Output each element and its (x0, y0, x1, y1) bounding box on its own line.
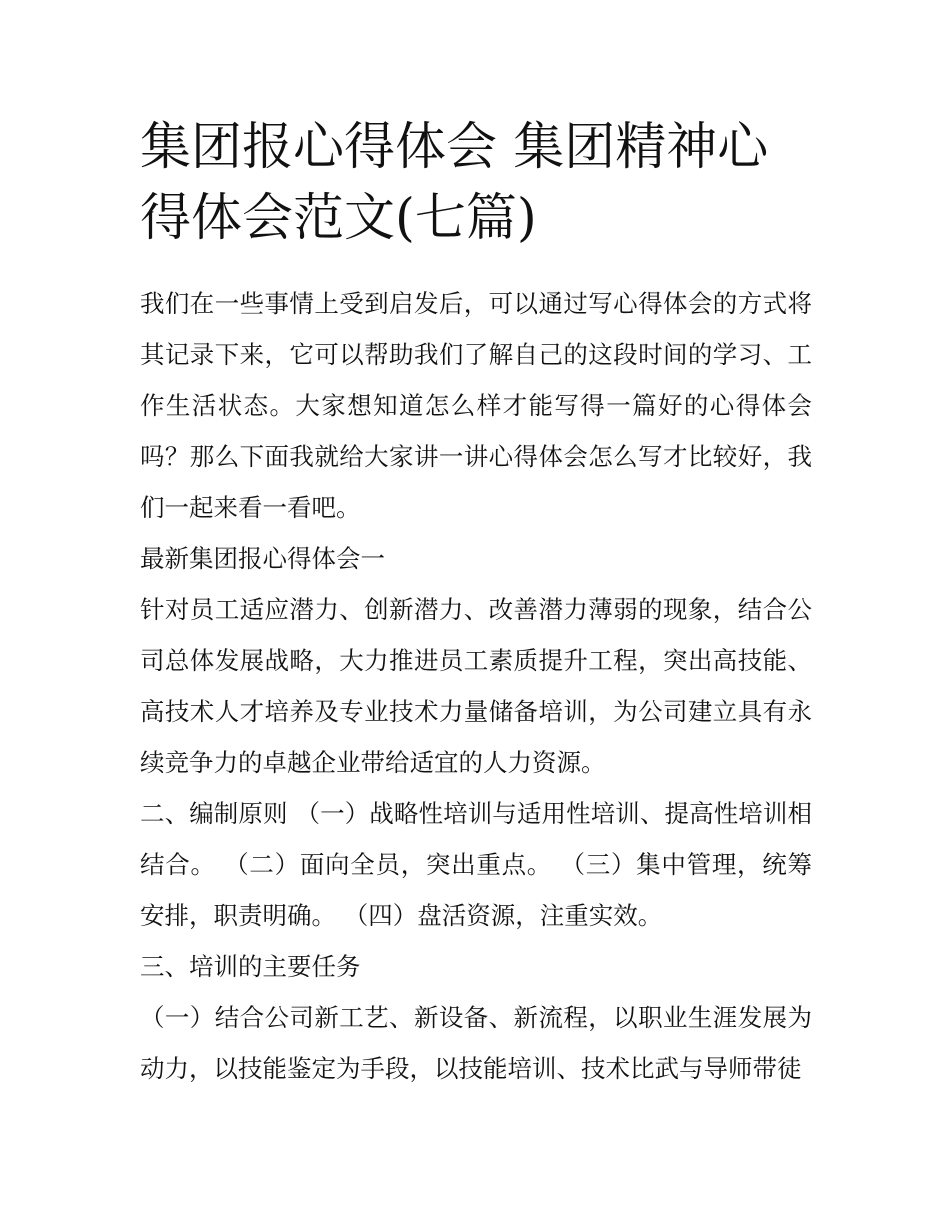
section-subheading: 三、培训的主要任务 (140, 952, 361, 981)
document-body (140, 112, 812, 1094)
section-heading: 最新集团报心得体会一 (140, 544, 385, 573)
body-paragraph: （一）结合公司新工艺、新设备、新流程，以职业生涯发展为动力，以技能鉴定为手段，以技能培训、技术比武与导师带徒 (140, 1003, 812, 1083)
body-paragraph: 针对员工适应潜力、创新潜力、改善潜力薄弱的现象，结合公司总体发展战略，大力推进员工素质提升工程，突出高技能、高技术人才培养及专业技术力量储备培训，为公司建立具有永续竞争力的卓越企业带给适宜的人力资源。 (140, 595, 812, 777)
document-title: 集团报心得体会 集团精神心得体会范文(七篇) (140, 118, 769, 248)
intro-paragraph: 我们在一些事情上受到启发后，可以通过写心得体会的方式将其记录下来，它可以帮助我们了解自己的这段时间的学习、工作生活状态。大家想知道怎么样才能写得一篇好的心得体会吗？那么下面我就给大家讲一讲心得体会怎么写才比较好，我们一起来看一看吧。 (140, 289, 812, 522)
body-paragraph: 二、编制原则 （一）战略性培训与适用性培训、提高性培训相结合。 （二）面向全员，突出重点。 （三）集中管理，统筹安排，职责明确。 （四）盘活资源，注重实效。 (140, 799, 812, 930)
